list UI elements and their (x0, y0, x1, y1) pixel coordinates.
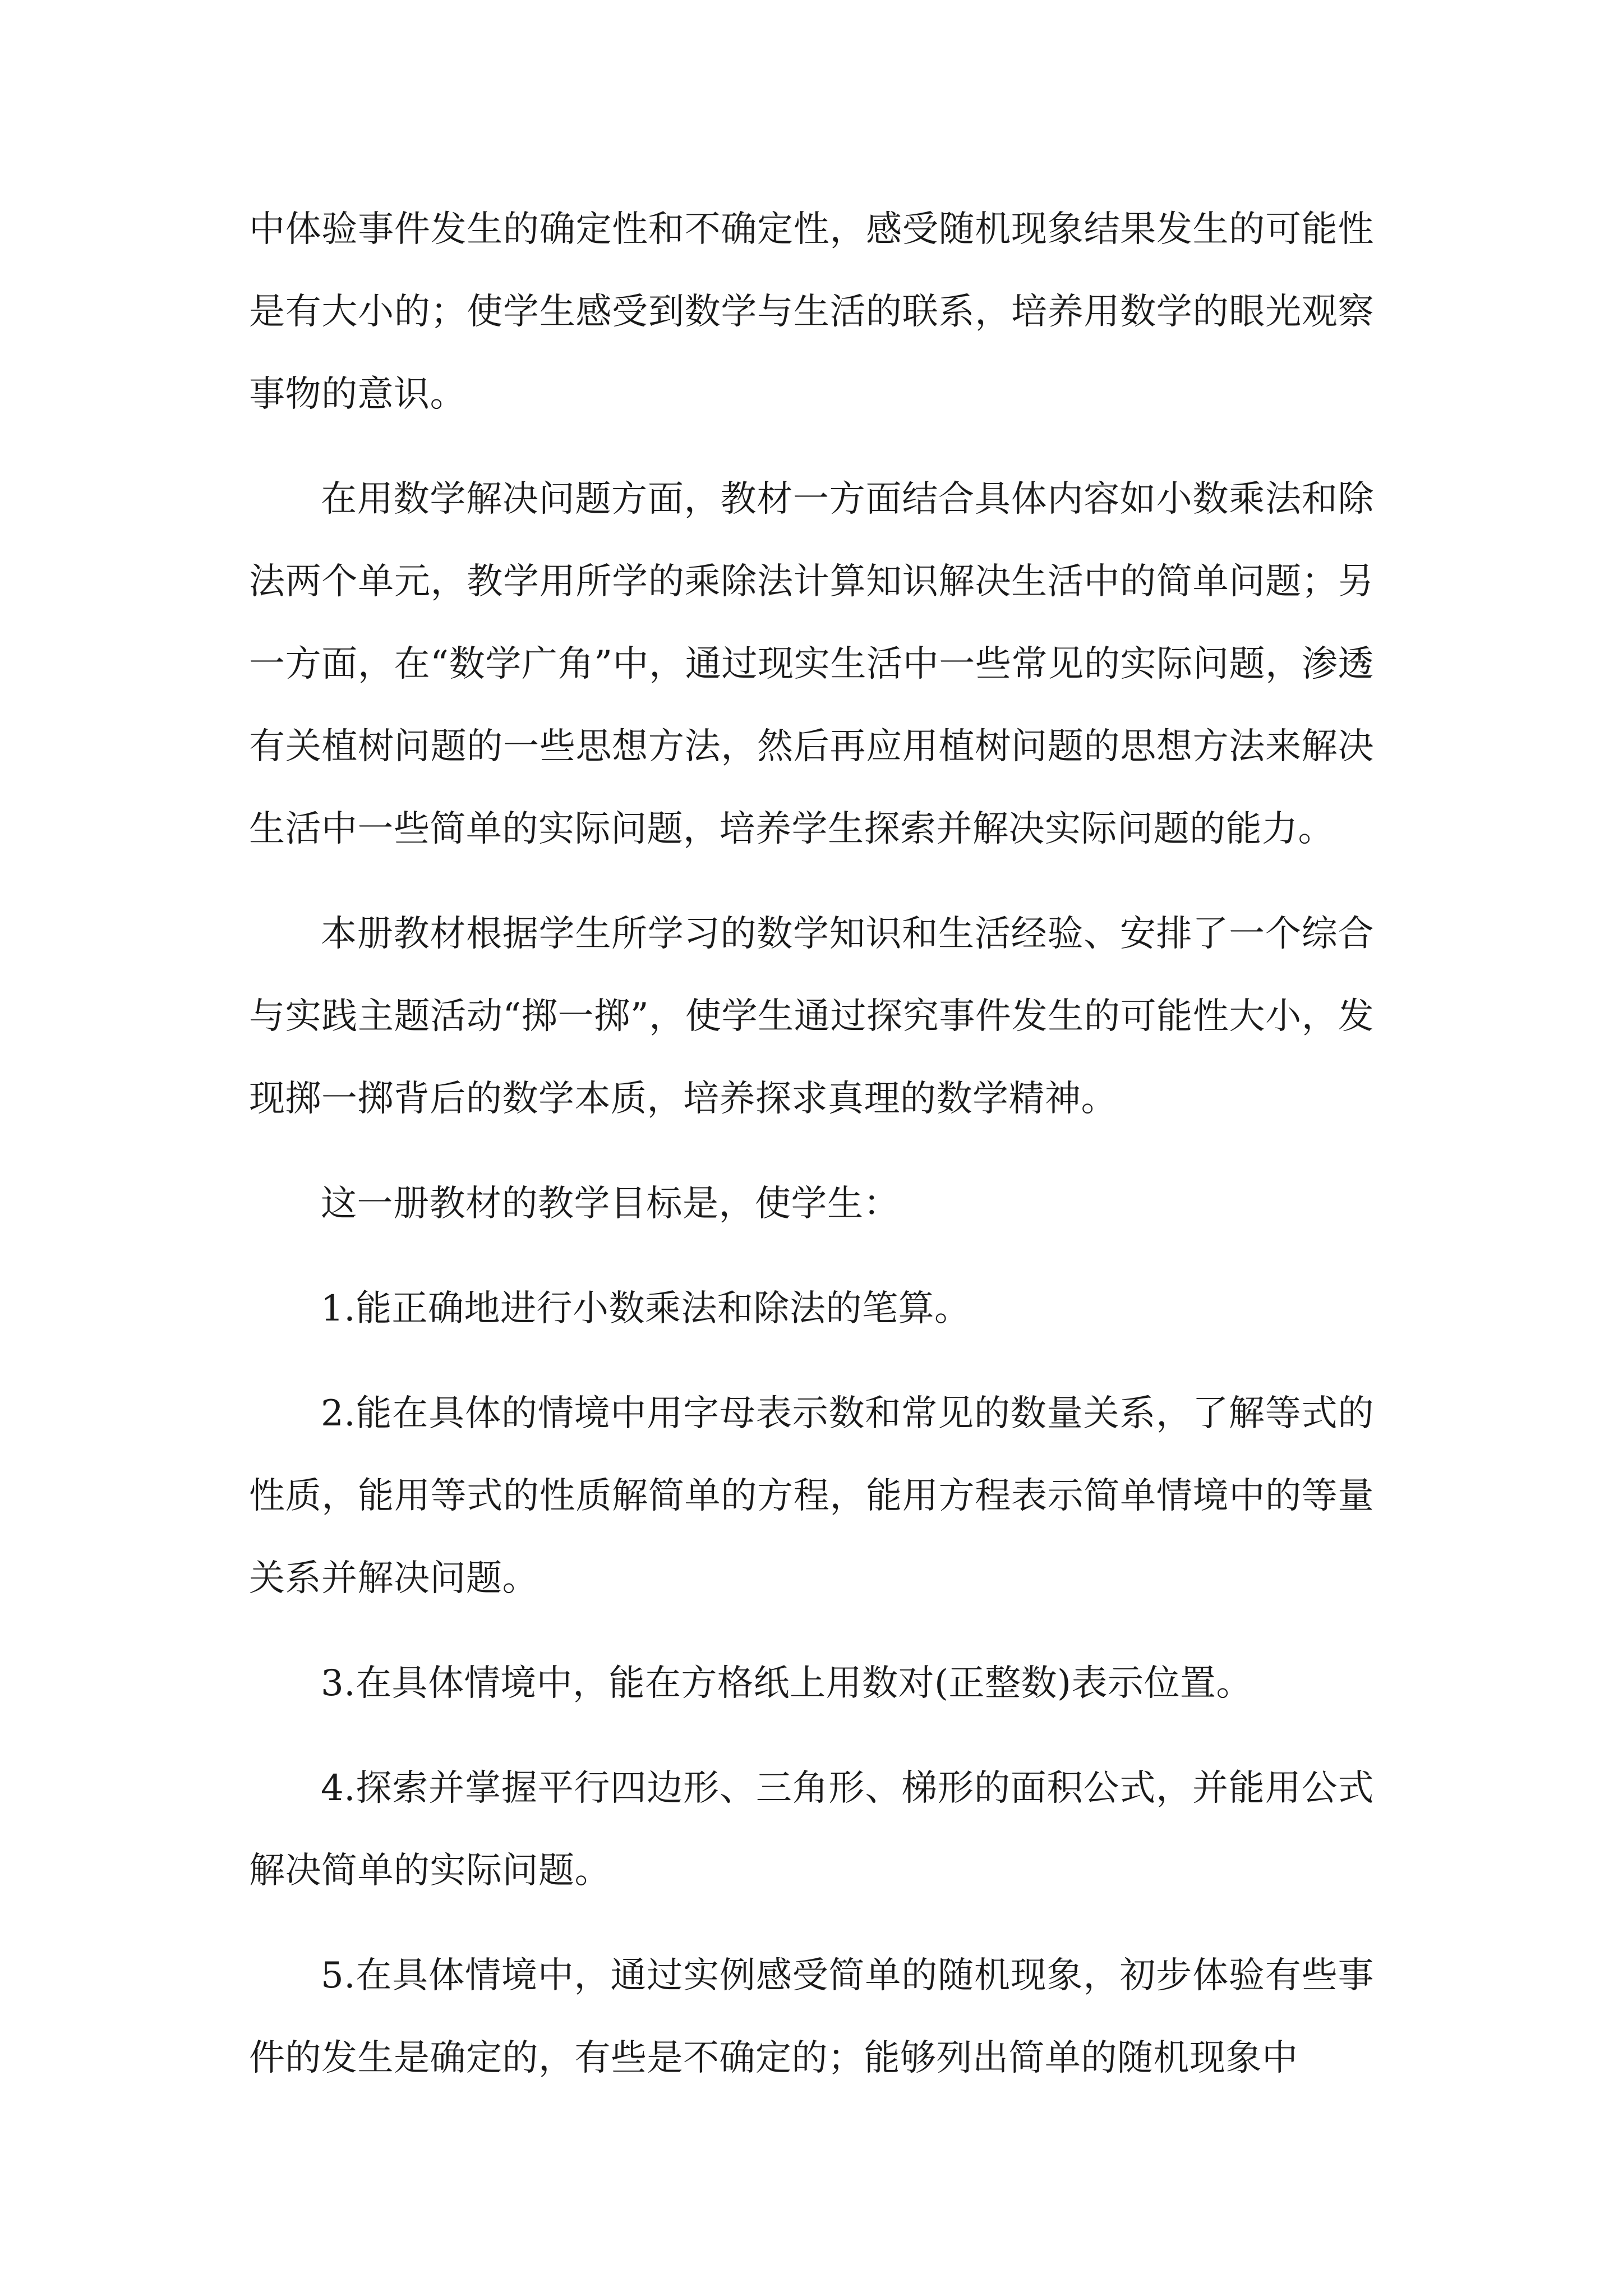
paragraph-practice-activity: 本册教材根据学生所学习的数学知识和生活经验、安排了一个综合与实践主题活动“掷一掷”，使学生通过探究事件发生的可能性大小，发现掷一掷背后的数学本质，培养探求真理的数学精神。 (249, 913, 1374, 1120)
goal-item-4: 4.探索并掌握平行四边形、三角形、梯形的面积公式，并能用公式解决简单的实际问题。 (249, 1768, 1374, 1892)
paragraph-problem-solving: 在用数学解决问题方面，教材一方面结合具体内容如小数乘法和除法两个单元，教学用所学的乘除法计算知识解决生活中的简单问题；另一方面，在“数学广角”中，通过现实生活中一些常见的实际问题，渗透有关植树问题的一些思想方法，然后再应用植树问题的思想方法来解决生活中一些简单的实际问题，培养学生探索并解决实际问题的能力。 (249, 478, 1374, 850)
goal-item-3: 3.在具体情境中，能在方格纸上用数对(正整数)表示位置。 (321, 1663, 1252, 1704)
document-page (249, 188, 1374, 2100)
goal-item-1: 1.能正确地进行小数乘法和除法的笔算。 (321, 1288, 971, 1329)
paragraph-teaching-goals-intro: 这一册教材的教学目标是，使学生： (321, 1183, 900, 1225)
paragraph-continuation: 中体验事件发生的确定性和不确定性，感受随机现象结果发生的可能性是有大小的；使学生感受到数学与生活的联系，培养用数学的眼光观察事物的意识。 (249, 209, 1374, 415)
goal-item-2: 2.能在具体的情境中用字母表示数和常见的数量关系，了解等式的性质，能用等式的性质解简单的方程，能用方程表示简单情境中的等量关系并解决问题。 (249, 1393, 1374, 1599)
goal-item-5: 5.在具体情境中，通过实例感受简单的随机现象，初步体验有些事件的发生是确定的，有些是不确定的；能够列出简单的随机现象中 (249, 1955, 1374, 2079)
